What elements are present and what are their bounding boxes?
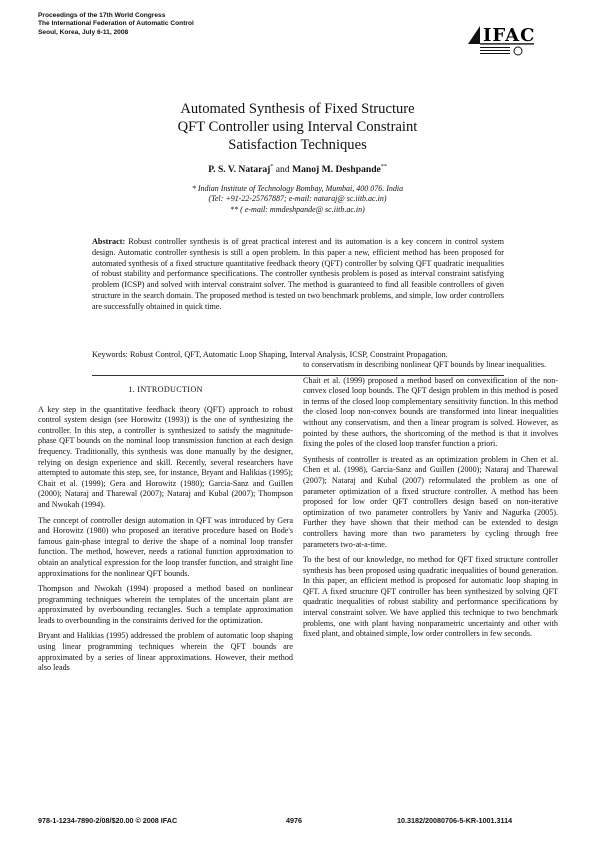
- left-column: [38, 385, 293, 679]
- section-heading: 1. INTRODUCTION: [128, 385, 203, 394]
- paragraph-6: Chait et al. (1999) proposed a method based on convexification of the non-convex closed loop bounds. The QFT design problem in this method is posed in terms of the closed loop complementary sensitivity function. In this method the closed loop non-convex bounds are transformed into linear inequalities without any conservatism, and then a linear program is solved. However, as pointed by these authors, the shortcoming of the method is that it involves fixing the poles of the closed loop transfer function a priori.: [303, 375, 558, 449]
- paper-title: [60, 100, 535, 154]
- abstract: [92, 237, 504, 313]
- paragraph-2: The concept of controller design automation in QFT was introduced by Gera and Horowitz (1980) who proposed an iterative procedure based on Bode's famous gain-phase integral to derive the shape of a nominal loop transfer function. The method, however, needs a rational function approximation to obtain an analytical expression for the loop transfer function, and straight line approximations for the nonlinear QFT bounds.: [38, 515, 293, 578]
- paragraph-7: Synthesis of controller is treated as an optimization problem in Chen et al. Chen et al. (1998), Garcia-Sanz and Guillen (2000); Nataraj and Tharewal (2007); Nataraj and Kubal (2007) reformulated the problem as one of parameter optimization of a fixed structure controller. A method has been proposed for low order QFT controllers design based on non-iterative optimization of two parameter controllers by Yaniv and Nagurka (2005). Further they have shown that their method can be extended to design controllers having more than two parameters by cycling through free parameters two-at-a-time.: [303, 454, 558, 549]
- author-2-mark: **: [380, 164, 387, 170]
- ifac-logo: [466, 20, 536, 60]
- affiliation-line-2: (Tel: +91-22-25767887; e-mail: nataraj@ sc.iitb.ac.in): [208, 194, 387, 204]
- paragraph-3: Thompson and Nwokah (1994) proposed a method based on nonlinear programming techniques wherein the templates of the uncertain plant are approximated by overbounding rectangles. Such a template approximation leads to overbounding in the constraints derived for the optimization.: [38, 584, 293, 625]
- logo-text: IFAC: [483, 25, 536, 46]
- title-line-3: Satisfaction Techniques: [228, 137, 367, 153]
- footer-doi: 10.3182/20080706-5-KR-1001.3114: [397, 816, 513, 825]
- keywords: Keywords: Robust Control, QFT, Automatic Loop Shaping, Interval Analysis, ICSP, Constraint Propagation.: [92, 350, 448, 359]
- author-connector: and: [275, 164, 290, 176]
- header-line-3: Seoul, Korea, July 6-11, 2008: [38, 28, 129, 36]
- right-column: [303, 360, 558, 645]
- affiliation-line-3: ** ( e-mail: mmdeshpande@ sc.iitb.ac.in): [230, 204, 365, 214]
- affiliation-line-1: * Indian Institute of Technology Bombay, Mumbai, 400 076. India: [191, 184, 404, 193]
- author-1: P. S. V. Nataraj: [208, 164, 271, 176]
- author-2: Manoj M. Deshpande: [292, 164, 381, 176]
- affiliation: [60, 184, 535, 215]
- author-1-mark: *: [270, 164, 274, 170]
- author-line: [60, 164, 535, 175]
- abstract-label: Abstract:: [92, 237, 126, 246]
- paragraph-5: to conservatism in describing nonlinear QFT bounds by linear inequalities.: [303, 360, 547, 369]
- paragraph-1: A key step in the quantitative feedback theory (QFT) approach to robust control system design (see Horowitz (1993)) is the one of synthesizing the controller. In this step, a controller is synthesized to satisfy the magnitude-phase QFT bounds on the nominal loop transmission function at each design frequency. Traditionally, this synthesis was done manually by the designer, relying on design experience and skill. Recently, several researchers have attempted to automate this step, see, for instance, Bryant and Halikias (1995); Chait et al. (1999); Gera and Horowitz (1980); Garcia-Sanz and Guillen (2000); Nataraj and Tharewal (2007); Nataraj and Kubal (2007); Thompson and Nwokah (1994).: [38, 404, 293, 509]
- paragraph-4: Bryant and Halikias (1995) addressed the problem of automatic loop shaping using linear programming techniques wherein the QFT bounds are approximated by a series of linear approximations. However, their method also leads: [38, 631, 293, 673]
- title-line-1: Automated Synthesis of Fixed Structure: [180, 101, 415, 117]
- header-line-2: The International Federation of Automatic Control: [38, 20, 194, 28]
- abstract-text: Robust controller synthesis is of great practical interest and its automation is a key concern in control system design. Automatic controller synthesis is still a open problem. In this paper a new, efficient method has been proposed for automated synthesis of a fixed structure quantitative feedback theory (QFT) controller by solving QFT quadratic inequalities of robust stability and performance specifications. The controller synthesis problem is posed as interval constraint satisfying problem (ICSP) and solved with interval constraint solver. The method is guaranteed to find all feasible controllers of given structure in the search domain. The proposed method is tested on two benchmark problems, and simple, low order controllers are successfully obtained in quick time.: [92, 237, 505, 311]
- footer-page-number: 4976: [286, 816, 302, 825]
- title-line-2: QFT Controller using Interval Constraint: [177, 119, 418, 135]
- paragraph-8: To the best of our knowledge, no method for QFT fixed structure controller synthesis has been proposed using quadratic inequalities of bound generation. In this paper, an efficient method is proposed for automatic loop shaping in QFT. A fixed structure QFT controller has been synthesized by solving QFT quadratic inequalities of robust stability and performance specifications by interval constraint solver. We have applied this technique to two benchmark problems, one with plant having nonparametric uncertainty and other with fixed plant, and obtained simple, low order controllers in few seconds.: [303, 555, 558, 639]
- proceedings-header: [38, 12, 194, 37]
- header-line-1: Proceedings of the 17th World Congress: [38, 12, 166, 19]
- footer-isbn: 978-1-1234-7890-2/08/$20.00 © 2008 IFAC: [38, 816, 178, 825]
